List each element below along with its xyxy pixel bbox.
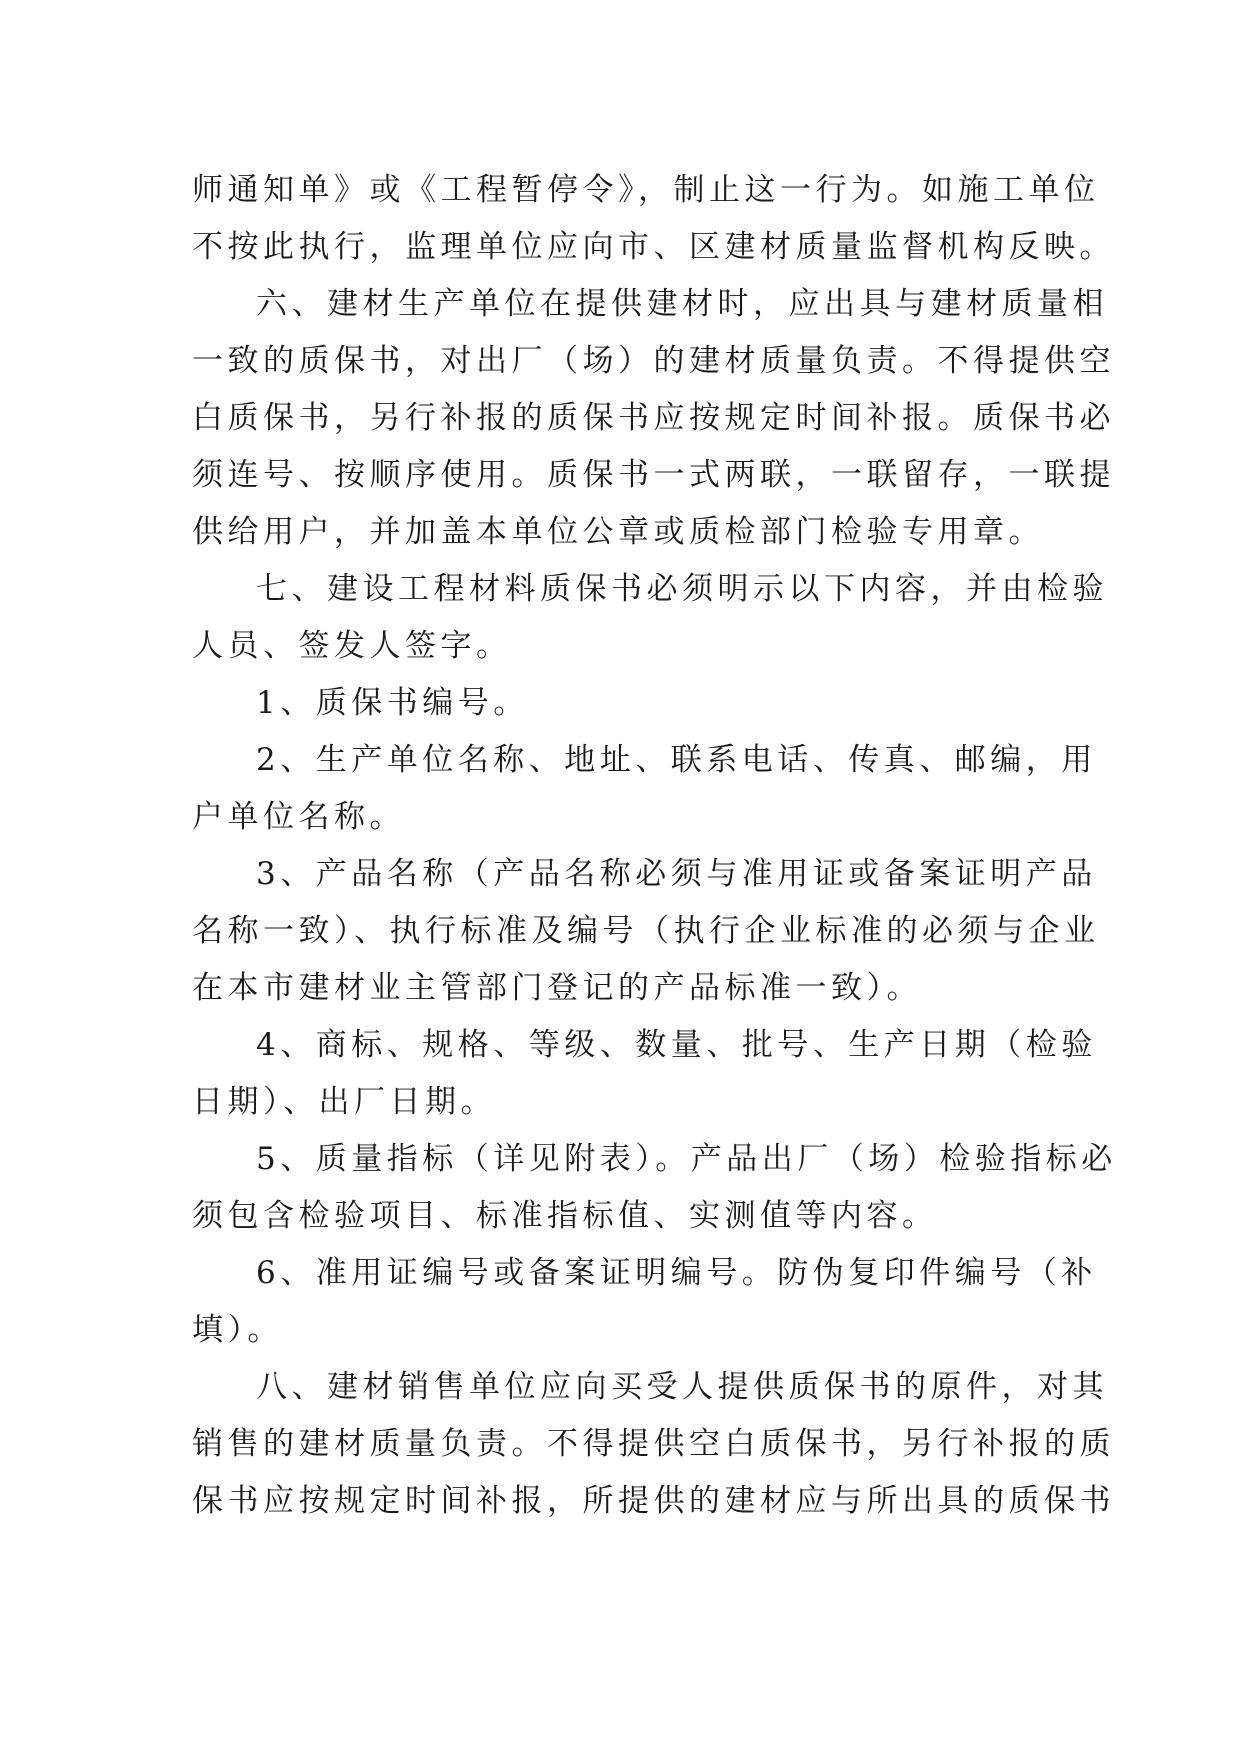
list-item-1: 1、质保书编号。 [256,685,529,721]
text-line: 保书应按规定时间补报，所提供的建材应与所出具的质保书 [192,1483,1115,1519]
list-item-4: 4、商标、规格、等级、数量、批号、生产日期（检验 [256,1027,1097,1063]
text-line: 须连号、按顺序使用。质保书一式两联，一联留存，一联提 [192,457,1115,493]
paragraph-six-heading-line: 六、建材生产单位在提供建材时，应出具与建材质量相 [256,286,1108,322]
text-line: 名称一致）、执行标准及编号（执行企业标准的必须与企业 [192,913,1100,949]
paragraph-eight-heading-line: 八、建材销售单位应向买受人提供质保书的原件，对其 [256,1369,1108,1405]
list-item-3: 3、产品名称（产品名称必须与准用证或备案证明产品 [256,856,1097,892]
list-item-5: 5、质量指标（详见附表）。产品出厂（场）检验指标必 [256,1141,1117,1177]
text-line: 须包含检验项目、标准指标值、实测值等内容。 [192,1198,938,1234]
text-line: 供给用户，并加盖本单位公章或质检部门检验专用章。 [192,514,1044,550]
text-line: 师通知单》或《工程暂停令》，制止这一行为。如施工单位 [192,172,1100,208]
list-item-2: 2、生产单位名称、地址、联系电话、传真、邮编，用 [256,742,1097,778]
text-line: 日期）、出厂日期。 [192,1084,496,1120]
text-line: 户单位名称。 [192,799,405,835]
text-line: 一致的质保书，对出厂（场）的建材质量负责。不得提供空 [192,343,1115,379]
text-line: 白质保书，另行补报的质保书应按规定时间补报。质保书必 [192,400,1115,436]
text-line: 在本市建材业主管部门登记的产品标准一致）。 [192,970,922,1006]
text-line: 填）。 [192,1312,283,1348]
text-line: 人员、签发人签字。 [192,628,512,664]
text-line: 销售的建材质量负责。不得提供空白质保书，另行补报的质 [192,1426,1115,1462]
text-line: 不按此执行，监理单位应向市、区建材质量监督机构反映。 [192,229,1115,265]
paragraph-seven-heading-line: 七、建设工程材料质保书必须明示以下内容，并由检验 [256,571,1108,607]
list-item-6: 6、准用证编号或备案证明编号。防伪复印件编号（补 [256,1255,1097,1291]
